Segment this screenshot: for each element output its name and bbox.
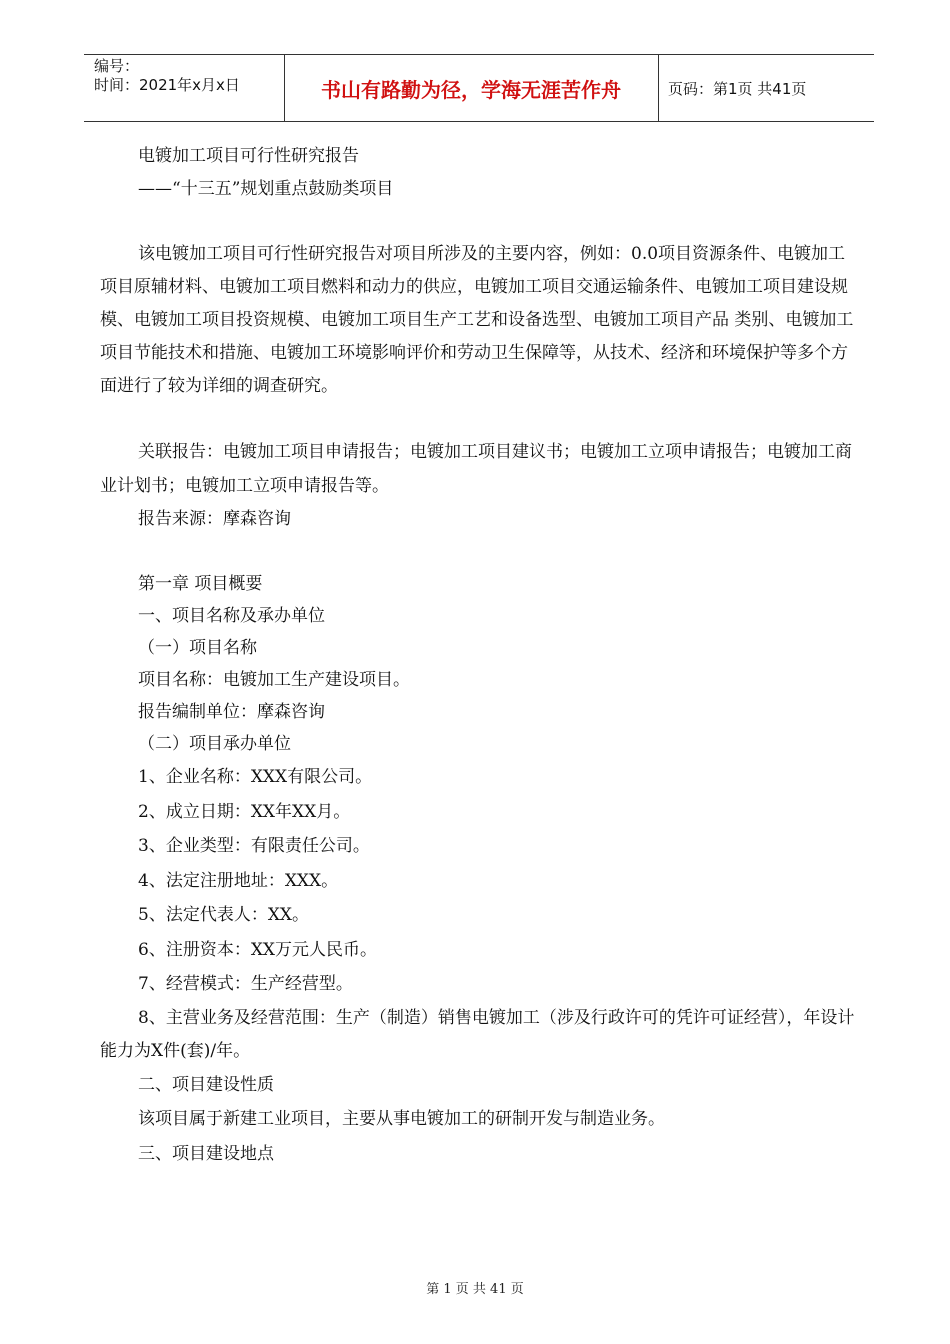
section-text: 该项目属于新建工业项目，主要从事电镀加工的研制开发与制造业务。 (138, 1109, 665, 1129)
list-item: 1、企业名称：XXX有限公司。 (138, 767, 373, 787)
document-subtitle: ——“十三五”规划重点鼓励类项目 (138, 179, 394, 199)
section-heading: 一、项目名称及承办单位 (138, 606, 325, 626)
header-meta (94, 57, 284, 95)
list-item: 4、法定注册地址：XXX。 (138, 870, 339, 891)
page-footer: 第 1 页 共 41 页 (426, 1282, 524, 1297)
page-header (84, 54, 874, 122)
project-name: 项目名称：电镀加工生产建设项目。 (138, 670, 410, 690)
subsection-heading: （二）项目承办单位 (138, 734, 291, 754)
section-heading: 三、项目建设地点 (138, 1143, 274, 1164)
list-item: 3、企业类型：有限责任公司。 (138, 836, 370, 856)
list-item: 8、主营业务及经营范围：生产（制造）销售电镀加工（涉及行政许可的凭许可证经营），年设计能力为X件(套)/年。 (100, 1007, 855, 1061)
list-item: 2、成立日期：XX年XX月。 (138, 801, 351, 822)
header-motto: 书山有路勤为径，学海无涯苦作舟 (321, 77, 621, 102)
document-date: 时间：2021年x月x日 (94, 76, 240, 94)
document-title: 电镀加工项目可行性研究报告 (138, 146, 359, 166)
subsection-heading: （一）项目名称 (138, 638, 257, 658)
section-heading: 二、项目建设性质 (138, 1074, 274, 1095)
related-reports: 关联报告：电镀加工项目申请报告；电镀加工项目建议书；电镀加工立项申请报告；电镀加工商业计划书；电镀加工立项申请报告等。 (100, 442, 852, 496)
intro-paragraph: 该电镀加工项目可行性研究报告对项目所涉及的主要内容，例如：0.0项目资源条件、电镀加工项目原辅材料、电镀加工项目燃料和动力的供应，电镀加工项目交通运输条件、电镀加工项目建设规模、电镀加工项目投资规模、电镀加工项目生产工艺和设备选型、电镀加工项目产品 类别、电镀加工项目节能技术和措施、电镀加工环境影响评价和劳动卫生保障等，从技术、经济和环境保护等多个方面进行了较为详细的调查研究。 (100, 244, 854, 396)
header-divider (658, 55, 659, 121)
chapter-one (100, 568, 860, 1171)
document-number-label: 编号： (94, 57, 140, 75)
document-body (100, 140, 860, 1171)
list-item: 5、法定代表人：XX。 (138, 905, 310, 925)
header-page-info: 页码：第1页 共41页 (668, 79, 807, 98)
report-source: 报告来源：摩森咨询 (138, 509, 291, 529)
report-compiler: 报告编制单位：摩森咨询 (138, 702, 325, 722)
list-item: 6、注册资本：XX万元人民币。 (138, 939, 378, 960)
list-item: 7、经营模式：生产经营型。 (138, 974, 353, 994)
chapter-heading: 第一章 项目概要 (138, 574, 263, 594)
